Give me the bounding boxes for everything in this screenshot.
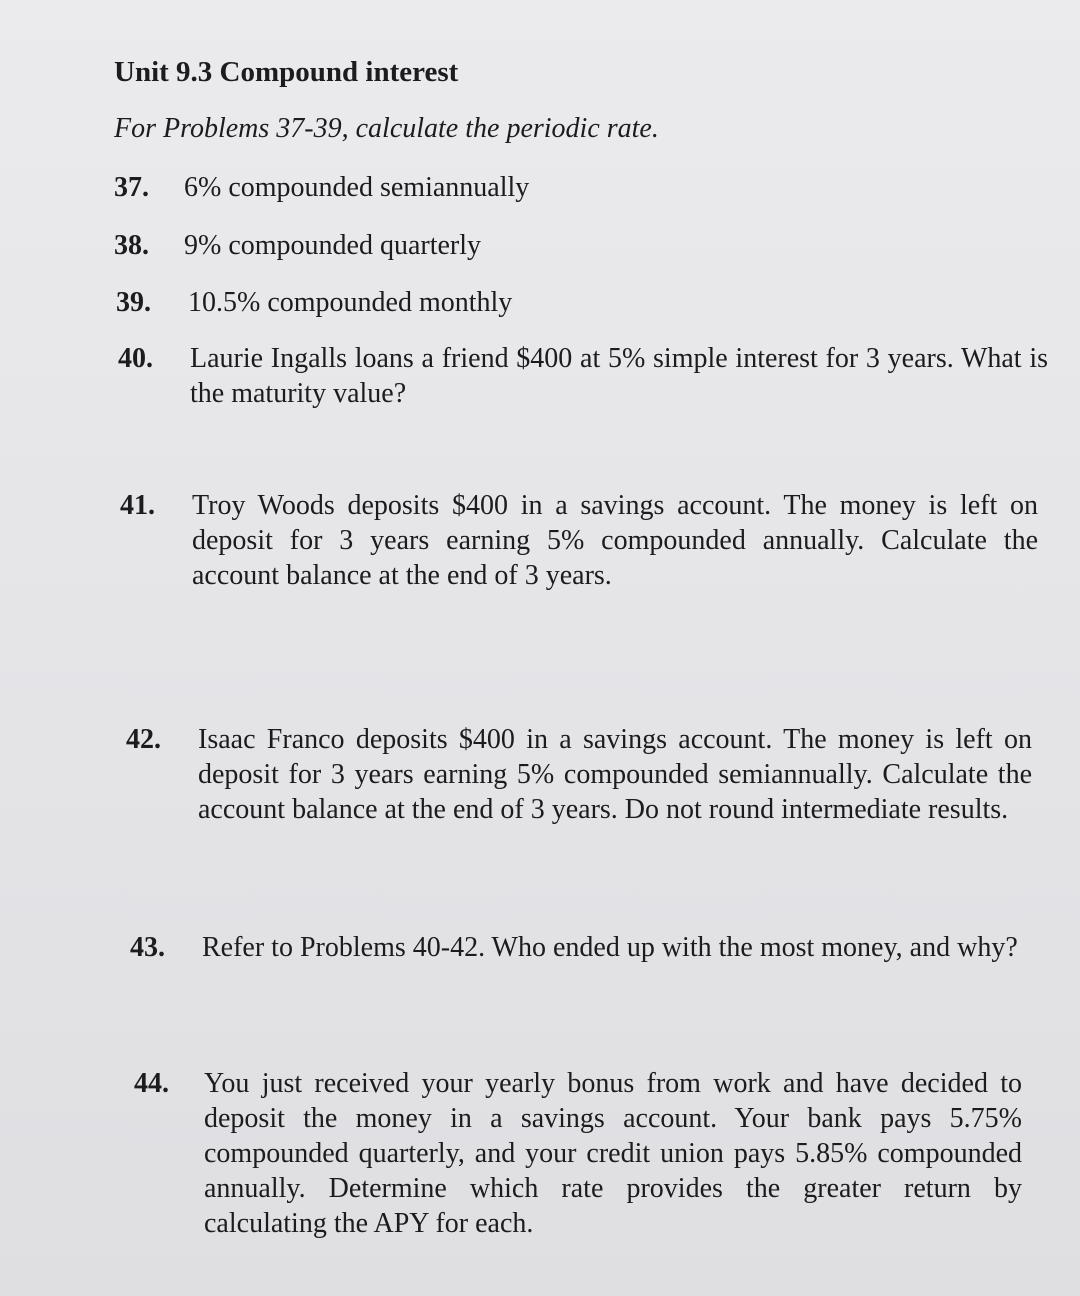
problem-number: 44. bbox=[134, 1068, 169, 1099]
problem-43 bbox=[130, 930, 1026, 965]
instructions: For Problems 37-39, calculate the periodic rate. bbox=[114, 113, 659, 144]
problem-37 bbox=[114, 170, 1014, 205]
problem-text: Isaac Franco deposits $400 in a savings account. The money is left on deposit for 3 years earning 5% compounded semiannually. Calculate the account balance at the end of 3 years. Do not round intermediate results. bbox=[198, 724, 1032, 825]
problem-number: 37. bbox=[114, 172, 149, 203]
problem-44 bbox=[134, 1066, 1022, 1241]
problem-text: You just received your yearly bonus from work and have decided to deposit the money in a savings account. Your bank pays 5.75% compounded quarterly, and your credit union pays 5.85% compounded annually. Determine which rate provides the greater return by calculating the APY for each. bbox=[204, 1068, 1022, 1239]
problem-42 bbox=[126, 722, 1032, 827]
problem-text: Laurie Ingalls loans a friend $400 at 5% simple interest for 3 years. What is the maturity value? bbox=[190, 343, 1048, 409]
problem-41 bbox=[120, 488, 1038, 593]
problem-text: Troy Woods deposits $400 in a savings account. The money is left on deposit for 3 years earning 5% compounded annually. Calculate the account balance at the end of 3 years. bbox=[192, 490, 1038, 591]
problem-number: 40. bbox=[118, 343, 153, 374]
problem-38 bbox=[114, 228, 1014, 263]
problem-text: 6% compounded semiannually bbox=[184, 172, 530, 203]
problem-number: 38. bbox=[114, 230, 149, 261]
problem-number: 41. bbox=[120, 490, 155, 521]
problem-40 bbox=[118, 341, 1048, 411]
problem-text: Refer to Problems 40-42. Who ended up with the most money, and why? bbox=[202, 932, 1018, 963]
problem-text: 9% compounded quarterly bbox=[184, 230, 482, 261]
problem-text: 10.5% compounded monthly bbox=[188, 287, 513, 318]
problem-number: 39. bbox=[116, 287, 151, 318]
problem-39 bbox=[116, 285, 1016, 320]
section-title: Unit 9.3 Compound interest bbox=[114, 56, 459, 88]
problem-number: 42. bbox=[126, 724, 161, 755]
problem-number: 43. bbox=[130, 932, 165, 963]
